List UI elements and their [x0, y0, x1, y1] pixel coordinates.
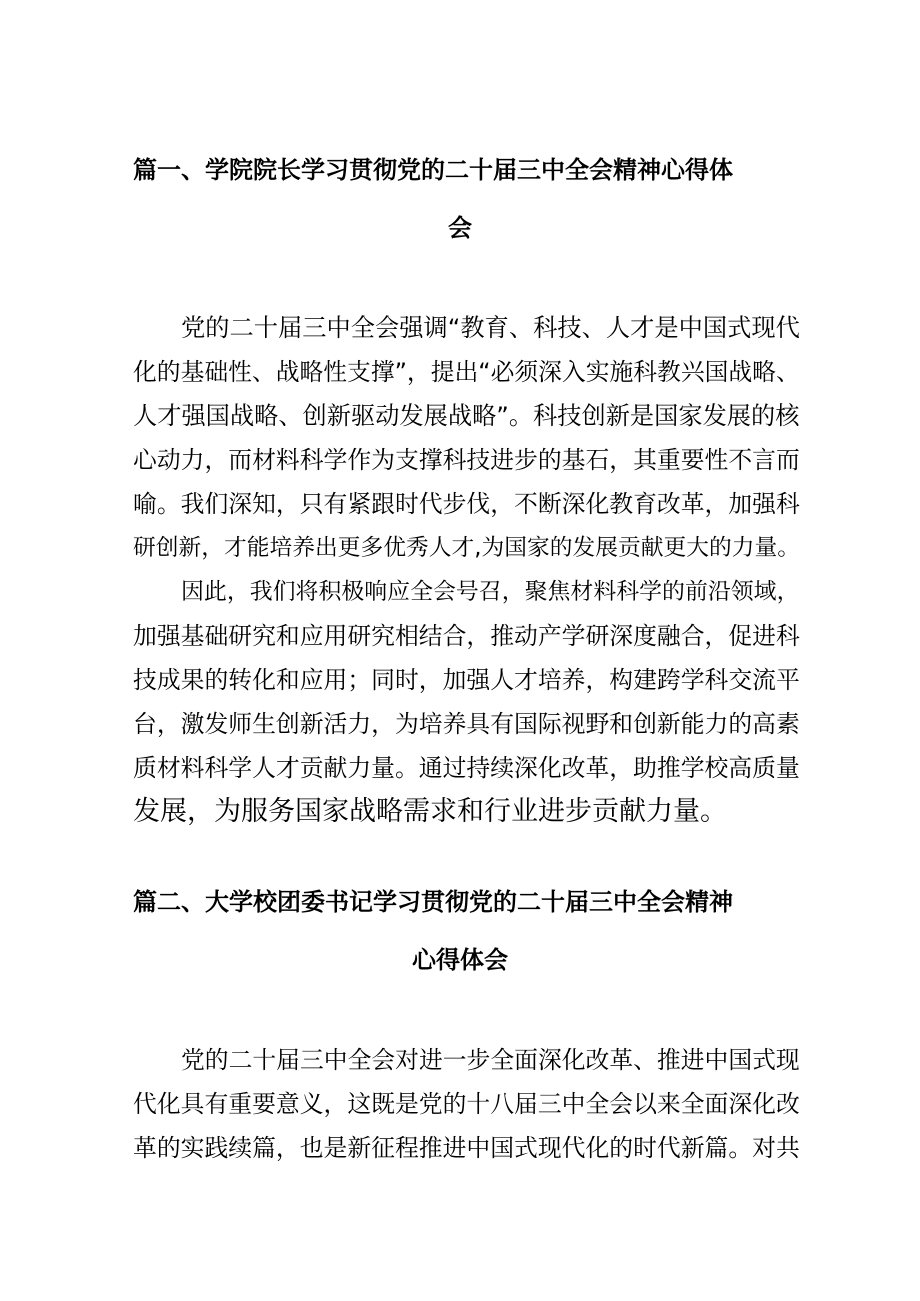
section1-p2-line4: 台，激发师生创新活力，为培养具有国际视野和创新能力的高素	[133, 710, 800, 738]
section1-p2-line2: 加强基础研究和应用研究相结合，推动产学研深度融合，促进科	[133, 622, 800, 650]
section1-heading-line1: 篇一、学院院长学习贯彻党的二十届三中全会精神心得体	[133, 156, 733, 184]
section1-p2-line3: 技成果的转化和应用；同时，加强人才培养，构建跨学科交流平	[133, 666, 800, 694]
section1-p1-line6: 研创新，才能培养出更多优秀人才,为国家的发展贡献更大的力量。	[133, 535, 800, 561]
section1-p2-line1: 因此，我们将积极响应全会号召，聚焦材料科学的前沿领域，	[181, 579, 800, 605]
section2-p1-line1: 党的二十届三中全会对进一步全面深化改革、推进中国式现	[181, 1046, 800, 1074]
section1-p1-line1: 党的二十届三中全会强调“教育、科技、人才是中国式现代	[181, 313, 800, 342]
section1-p1-line4: 心动力，而材料科学作为支撑科技进步的基石，其重要性不言而	[133, 446, 800, 474]
section2-p1-line2: 代化具有重要意义，这既是党的十八届三中全会以来全面深化改	[133, 1090, 800, 1118]
section1-p1-line3: 人才强国战略、创新驱动发展战略”。科技创新是国家发展的核	[133, 402, 800, 430]
section2-p1-line3: 革的实践续篇，也是新征程推进中国式现代化的时代新篇。对共	[133, 1134, 800, 1162]
section1-heading-line2: 会	[448, 214, 472, 242]
section1-p1-line2: 化的基础性、战略性支撑”，提出“必须深入实施科教兴国战略、	[133, 358, 800, 386]
section1-p2-line5: 质材料科学人才贡献力量。通过持续深化改革，助推学校高质量	[133, 754, 800, 782]
section2-heading-line2: 心得体会	[412, 946, 508, 974]
section1-p2-line6: 发展，为服务国家战略需求和行业进步贡献力量。	[133, 796, 727, 827]
section1-p1-line5: 喻。我们深知，只有紧跟时代步伐，不断深化教育改革，加强科	[133, 490, 800, 518]
section2-heading-line1: 篇二、大学校团委书记学习贯彻党的二十届三中全会精神	[133, 888, 733, 916]
